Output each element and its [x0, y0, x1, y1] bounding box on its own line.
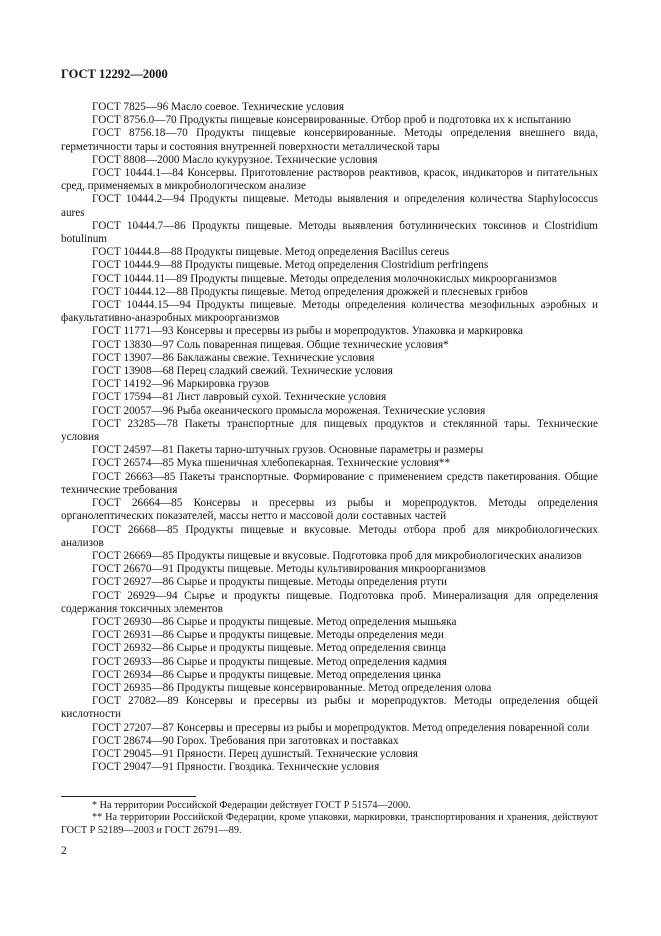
reference-item: ГОСТ 26927—86 Сырье и продукты пищевые. Методы определения ртути — [92, 576, 447, 589]
reference-item: ГОСТ 7825—96 Масло соевое. Технические условия — [92, 101, 345, 113]
reference-item: ГОСТ 10444.7—86 Продукты пищевые. Методы выявления ботулинических токсинов и Clostridium botulinum — [61, 219, 598, 246]
reference-item: ГОСТ 10444.12—88 Продукты пищевые. Метод определения дрожжей и плесневых грибов — [92, 285, 528, 298]
reference-item: ГОСТ 10444.1—84 Консервы. Приготовление растворов реактивов, красок, индикаторов и питательных сред, применяемых в микробиологическом анализе — [61, 167, 598, 193]
document-header: ГОСТ 12292—2000 — [61, 67, 168, 81]
reference-item: ГОСТ 27082—89 Консервы и пресервы из рыбы и морепродуктов. Методы определения общей кислотности — [61, 695, 598, 721]
reference-item: ГОСТ 13830—97 Соль поваренная пищевая. Общие технические условия* — [92, 338, 449, 351]
reference-item: ГОСТ 8756.0—70 Продукты пищевые консервированные. Отбор проб и подготовка их к испытанию — [92, 114, 571, 127]
reference-item: ГОСТ 26932—86 Сырье и продукты пищевые. Метод определения свинца — [92, 642, 446, 655]
footnote-separator — [61, 796, 196, 797]
reference-item: ГОСТ 26668—85 Продукты пищевые и вкусовые. Методы отбора проб для микробиологических анализов — [61, 523, 598, 549]
reference-item: ГОСТ 28674—90 Горох. Требования при заготовках и поставках — [92, 734, 399, 747]
reference-item: ГОСТ 20057—96 Рыба океанического промысла мороженая. Технические условия — [92, 404, 486, 417]
reference-item: ГОСТ 26930—86 Сырье и продукты пищевые. Метод определения мышьяка — [92, 615, 457, 628]
footnote-item: * На территории Российской Федерации действует ГОСТ Р 51574—2000. — [92, 800, 411, 811]
reference-item: ГОСТ 29045—91 Пряности. Перец душистый. Технические условия — [92, 747, 418, 760]
reference-item: ГОСТ 13908—68 Перец сладкий свежий. Технические условия — [92, 365, 393, 378]
reference-item: ГОСТ 11771—93 Консервы и пресервы из рыбы и морепродуктов. Упаковка и маркировка — [92, 325, 523, 338]
reference-item: ГОСТ 26935—86 Продукты пищевые консервированные. Метод определения олова — [92, 681, 492, 694]
reference-item: ГОСТ 8756.18—70 Продукты пищевые консервированные. Методы определения внешнего вида, герметичности тары и состояния внутренней поверхности металлической тары — [61, 127, 598, 153]
reference-item: ГОСТ 17594—81 Лист лавровый сухой. Технические условия — [92, 391, 387, 404]
reference-item: ГОСТ 26933—86 Сырье и продукты пищевые. Метод определения кадмия — [92, 655, 447, 668]
reference-item: ГОСТ 26574—85 Мука пшеничная хлебопекарная. Технические условия** — [92, 457, 451, 470]
reference-item: ГОСТ 26934—86 Сырье и продукты пищевые. Метод определения цинка — [92, 668, 441, 681]
reference-item: ГОСТ 26663—85 Пакеты транспортные. Формирование с применением средств пакетирования. Общие технические требования — [61, 470, 598, 496]
reference-item: ГОСТ 29047—91 Пряности. Гвоздика. Технические условия — [92, 761, 380, 774]
reference-item: ГОСТ 26664—85 Консервы и пресервы из рыбы и морепродуктов. Методы определения органолептических показателей, массы нетто и массовой доли составных частей — [61, 497, 598, 523]
footnotes — [61, 800, 598, 837]
footnote-item: ** На территории Российской Федерации, кроме упаковки, маркировки, транспортирования и хранения, действуют ГОСТ Р 52189—2003 и ГОСТ 26791—89. — [61, 812, 598, 836]
reference-item: ГОСТ 10444.15—94 Продукты пищевые. Методы определения количества мезофильных аэробных и факультативно-анаэробных микроорганизмов — [61, 299, 598, 325]
reference-item: ГОСТ 26929—94 Сырье и продукты пищевые. Подготовка проб. Минерализация для определения содержания токсичных элементов — [61, 589, 598, 615]
reference-item: ГОСТ 10444.8—88 Продукты пищевые. Метод определения Bacillus cereus — [92, 246, 450, 259]
reference-item: ГОСТ 14192—96 Маркировка грузов — [92, 378, 269, 391]
reference-item: ГОСТ 13907—86 Баклажаны свежие. Технические условия — [92, 351, 375, 364]
reference-item: ГОСТ 24597—81 Пакеты тарно-штучных грузов. Основные параметры и размеры — [92, 444, 484, 457]
normative-references-list — [61, 101, 598, 774]
reference-item: ГОСТ 8808—2000 Масло кукурузное. Технические условия — [92, 153, 378, 166]
reference-item: ГОСТ 10444.11—89 Продукты пищевые. Методы определения молочнокислых микроорганизмов — [92, 272, 557, 285]
reference-item: ГОСТ 10444.2—94 Продукты пищевые. Методы выявления и определения количества Staphylococcus aures — [61, 193, 598, 219]
reference-item: ГОСТ 26931—86 Сырье и продукты пищевые. Методы определения меди — [92, 629, 444, 642]
reference-item: ГОСТ 26670—91 Продукты пищевые. Методы культивирования микроорганизмов — [92, 563, 486, 576]
reference-item: ГОСТ 10444.9—88 Продукты пищевые. Метод определения Clostridium perfringens — [92, 259, 489, 272]
page-number: 2 — [61, 845, 67, 857]
reference-item: ГОСТ 27207—87 Консервы и пресервы из рыбы и морепродуктов. Метод определения поваренной соли — [92, 721, 590, 734]
reference-item: ГОСТ 26669—85 Продукты пищевые и вкусовые. Подготовка проб для микробиологических анализов — [92, 549, 582, 562]
reference-item: ГОСТ 23285—78 Пакеты транспортные для пищевых продуктов и стеклянной тары. Технические условия — [61, 417, 598, 444]
